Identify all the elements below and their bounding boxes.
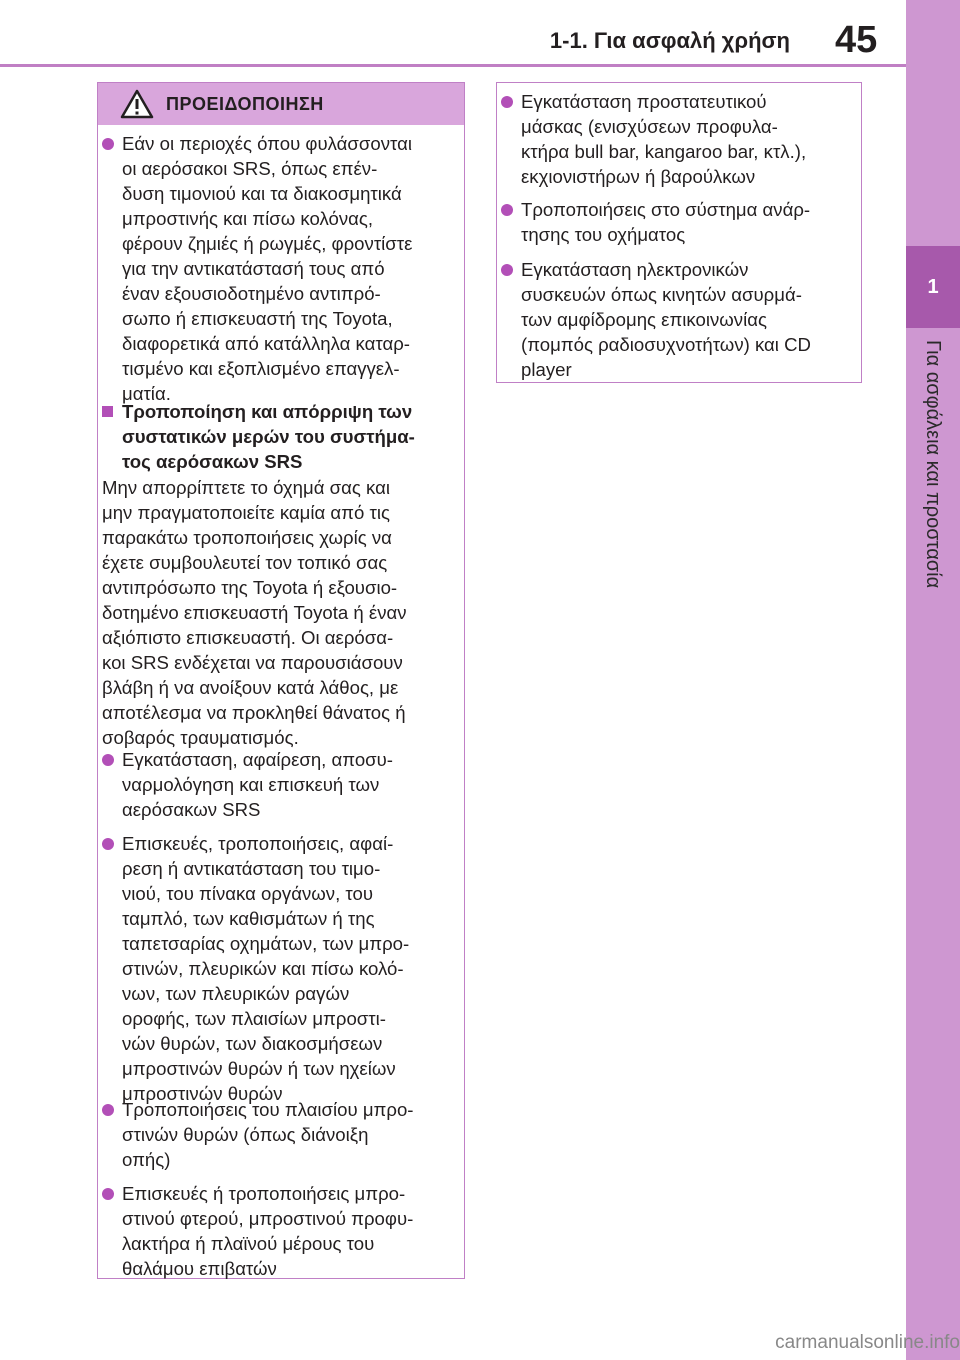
subheading-text: Τροποποίηση και απόρριψη των συστατικών μερών του συστήμα- τος αερόσακων SRS bbox=[122, 401, 415, 472]
warning-continued-box bbox=[496, 82, 862, 383]
chapter-title: Για ασφάλεια και προστασία bbox=[922, 340, 944, 589]
section-title: 1-1. Για ασφαλή χρήση bbox=[549, 28, 790, 53]
continued-bullet-item bbox=[521, 257, 856, 382]
bullet-icon bbox=[102, 838, 114, 850]
bullet-icon bbox=[102, 1104, 114, 1116]
item-text: Τροποποιήσεις του πλαισίου μπρο- στινών θυρών (όπως διάνοιξη οπής) bbox=[122, 1099, 414, 1170]
square-bullet-icon bbox=[102, 406, 113, 417]
warning-bullet-item bbox=[122, 1181, 457, 1281]
bullet-icon bbox=[102, 138, 114, 150]
header-divider bbox=[0, 64, 906, 67]
chapter-side-strip bbox=[906, 0, 960, 1360]
bullet-icon bbox=[501, 204, 513, 216]
warning-subheading bbox=[122, 399, 457, 474]
bullet-icon bbox=[102, 754, 114, 766]
warning-bullet-item bbox=[122, 831, 457, 1106]
warning-title: ΠΡΟΕΙΔΟΠΟΙΗΣΗ bbox=[166, 94, 324, 114]
warning-paragraph bbox=[102, 475, 457, 750]
bullet-icon bbox=[501, 96, 513, 108]
continued-bullet-item bbox=[521, 197, 856, 247]
chapter-title-wrap bbox=[906, 340, 960, 640]
item-text: Επισκευές, τροποποιήσεις, αφαί- ρεση ή αντικατάσταση του τιμο- νιού, του πίνακα οργάνων, του ταμπλό, των καθισμάτων ή της ταπετσαρίας οχημάτων, των μπρο- στινών, πλευρικών και πίσω κολό- νων, των πλευρικών ραγών οροφής, των πλαισίων μπροστι- νών θυρών, των διακοσμήσεων μπροστινών θυρών ή των ηχείων μπροστινών θυρών bbox=[122, 833, 410, 1104]
chapter-number-tab[interactable]: 1 bbox=[906, 246, 960, 328]
bullet-icon bbox=[501, 264, 513, 276]
warning-bullet-item bbox=[122, 747, 457, 822]
warning-triangle-icon bbox=[120, 89, 154, 119]
warning-header bbox=[98, 83, 464, 125]
watermark: carmanualsonline.info bbox=[775, 1332, 960, 1353]
item-text: Επισκευές ή τροποποιήσεις μπρο- στινού φτερού, μπροστινού προφυ- λακτήρα ή πλαϊνού μέρους του θαλάμου επιβατών bbox=[122, 1183, 414, 1279]
warning-box bbox=[97, 82, 465, 1279]
warning-bullet-item bbox=[122, 131, 457, 406]
page-number: 45 bbox=[835, 19, 878, 61]
item-text: Εγκατάσταση, αφαίρεση, αποσυ- ναρμολόγηση και επισκευή των αερόσακων SRS bbox=[122, 749, 393, 820]
paragraph-text: Μην απορρίπτετε το όχημά σας και μην πραγματοποιείτε καμία από τις παρακάτω τροποποιήσεις χωρίς να έχετε συμβουλευτεί τον τοπικό σας αντιπρόσωπο της Toyota ή εξουσιο- δοτημένο επισκευαστή Toyota ή έναν αξιόπιστο επισκευαστή. Οι αερόσα- κοι SRS ενδέχεται να παρουσιάσουν βλάβη ή να ανοίξουν κατά λάθος, με αποτέλεσμα να προκληθεί θάνατος ή σοβαρός τραυματισμός. bbox=[102, 477, 407, 748]
item-text: Εγκατάσταση προστατευτικού μάσκας (ενισχύσεων προφυλα- κτήρα bull bar, kangaroo bar, κτλ.), εκχιονιστήρων ή βαρούλκων bbox=[521, 91, 807, 187]
continued-bullet-item bbox=[521, 89, 856, 189]
bullet-icon bbox=[102, 1188, 114, 1200]
item-text: Εγκατάσταση ηλεκτρονικών συσκευών όπως κινητών ασυρμά- των αμφίδρομης επικοινωνίας (πομπός ραδιοσυχνοτήτων) και CD player bbox=[521, 259, 811, 380]
item-text: Εάν οι περιοχές όπου φυλάσσονται οι αερόσακοι SRS, όπως επέν- δυση τιμονιού και τα διακοσμητικά μπροστινής και πίσω κολόνας, φέρουν ζημιές ή ρωγμές, φροντίστε για την αντικατάστασή τους από έναν εξουσιοδοτημένο αντιπρό- σωπο ή επισκευαστή της Toyota, διαφορετικά από κατάλληλα καταρ- τισμένο και εξοπλισμένο επαγγελ- ματία. bbox=[122, 133, 413, 404]
item-text: Τροποποιήσεις στο σύστημα ανάρ- τησης του οχήματος bbox=[521, 199, 811, 245]
warning-bullet-item bbox=[122, 1097, 457, 1172]
